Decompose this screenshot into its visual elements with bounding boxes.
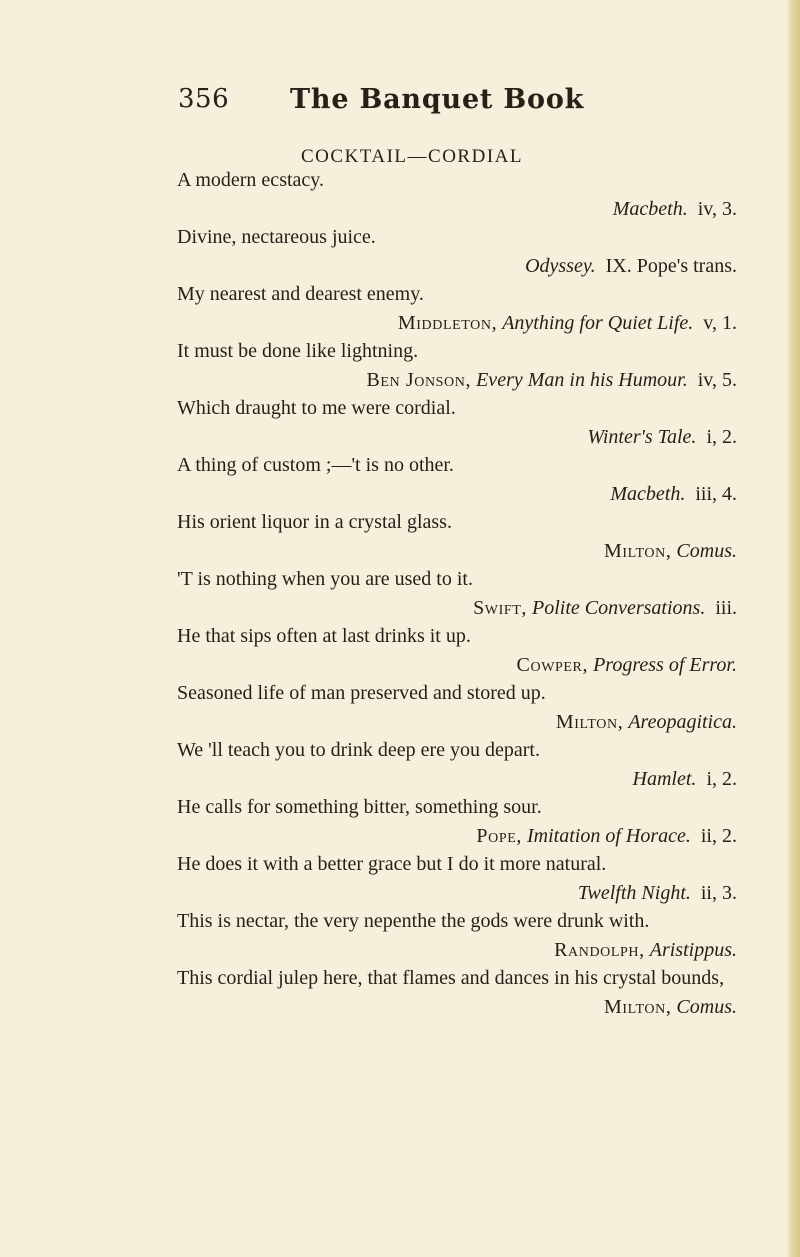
quotation-source [177,309,737,337]
quotation-text: My nearest and dearest enemy. [177,283,424,305]
quotation-text: He does it with a better grace but I do it more natural. [177,853,607,875]
quotation-source [177,594,737,622]
quotation-entry [177,337,737,394]
author-name: Milton, [555,711,624,733]
work-reference: i, 2. [706,768,737,790]
author-name: Cowper, [516,654,589,676]
quotation-text: A modern ecstacy. [177,169,324,191]
work-title: Macbeth. [610,483,686,505]
quotation-entry [177,964,737,1021]
quotation-text: Seasoned life of man preserved and stored up. [177,682,546,704]
quotation-source [177,366,737,394]
work-reference: iv, 5. [697,369,737,391]
quotation-source [177,822,737,850]
quotation-entry [177,907,737,964]
quotation-entry [177,850,737,907]
section-title: COCKTAIL—CORDIAL [301,146,523,167]
quotation-text: It must be done like lightning. [177,340,419,362]
quotation-entry [177,166,737,223]
work-reference: iii. [715,597,737,619]
author-name: Randolph, [554,939,645,961]
quotation-source [177,423,737,451]
quotation-text: Divine, nectareous juice. [177,226,376,248]
work-reference: iii, 4. [695,483,737,505]
quotation-source [177,537,737,565]
work-title: Polite Conversations. [532,597,706,619]
quotation-entry [177,280,737,337]
quotation-source [177,480,737,508]
page-number: 356 [178,84,230,114]
quotation-list [177,166,737,1021]
quotation-source [177,252,737,280]
quotation-text: This is nectar, the very nepenthe the gods were drunk with. [177,910,650,932]
page-edge-shadow [786,0,800,1257]
work-title: Comus. [676,540,737,562]
quotation-entry [177,679,737,736]
quotation-source [177,993,737,1021]
work-title: Areopagitica. [628,711,737,733]
quotation-text: He that sips often at last drinks it up. [177,625,471,647]
work-title: Odyssey. [525,255,596,277]
quotation-text: Which draught to me were cordial. [177,397,456,419]
quotation-source [177,879,737,907]
page-header [0,82,800,122]
quotation-source [177,765,737,793]
quotation-entry [177,565,737,622]
quotation-entry [177,736,737,793]
running-title: The Banquet Book [290,84,585,115]
work-title: Comus. [676,996,737,1018]
work-title: Winter's Tale. [587,426,697,448]
work-title: Twelfth Night. [577,882,691,904]
quotation-source [177,195,737,223]
work-reference: v, 1. [703,312,737,334]
quotation-entry [177,508,737,565]
work-title: Progress of Error. [593,654,737,676]
quotation-text: 'T is nothing when you are used to it. [177,568,473,590]
quotation-entry [177,223,737,280]
quotation-text: His orient liquor in a crystal glass. [177,511,452,533]
work-title: Macbeth. [612,198,688,220]
quotation-entry [177,394,737,451]
work-title: Imitation of Horace. [527,825,691,847]
work-reference: i, 2. [706,426,737,448]
author-name: Ben Jonson, [366,369,472,391]
work-title: Hamlet. [632,768,697,790]
quotation-text: We 'll teach you to drink deep ere you depart. [177,739,540,761]
quotation-text: A thing of custom ;—'t is no other. [177,454,454,476]
quotation-source [177,651,737,679]
work-reference: iv, 3. [697,198,737,220]
quotation-text: He calls for something bitter, something sour. [177,796,542,818]
work-reference: ii, 3. [700,882,737,904]
quotation-source [177,936,737,964]
author-name: Milton, [603,540,672,562]
quotation-entry [177,793,737,850]
work-reference: IX. Pope's trans. [605,255,737,277]
author-name: Pope, [476,825,522,847]
quotation-source [177,708,737,736]
quotation-entry [177,622,737,679]
work-title: Aristippus. [649,939,737,961]
work-title: Every Man in his Humour. [476,369,688,391]
quotation-entry [177,451,737,508]
work-reference: ii, 2. [700,825,737,847]
author-name: Swift, [473,597,527,619]
author-name: Middleton, [397,312,498,334]
work-title: Anything for Quiet Life. [502,312,694,334]
quotation-text: This cordial julep here, that flames and dances in his crystal bounds, [177,967,725,989]
author-name: Milton, [603,996,672,1018]
